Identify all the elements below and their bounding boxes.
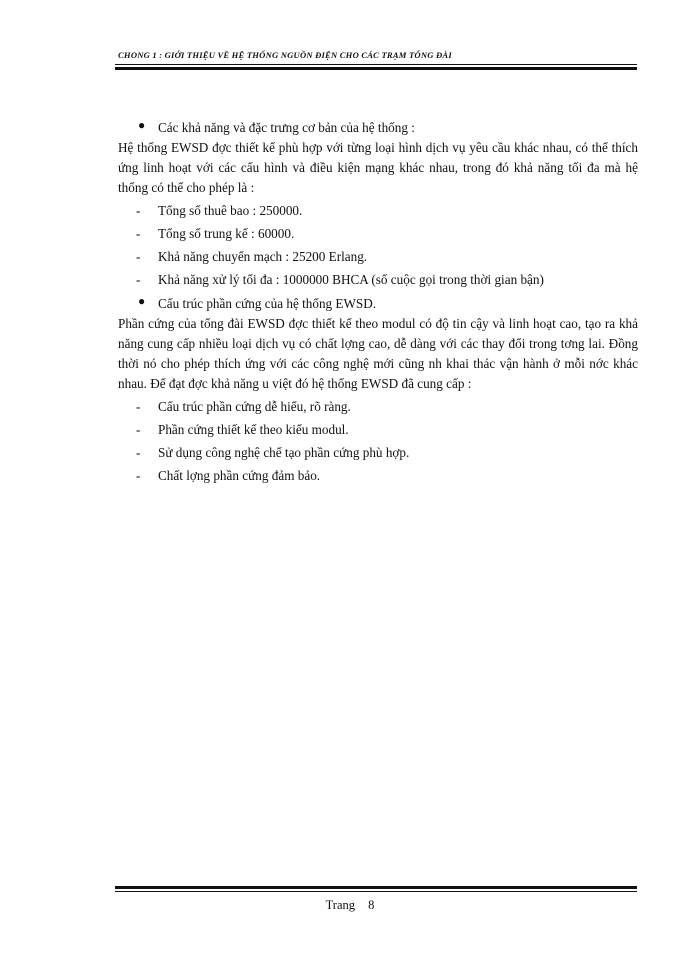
list-item-text: Sử dụng công nghệ chế tạo phần cứng phù hợp. — [158, 445, 410, 460]
dash-marker: - — [136, 445, 141, 460]
dash-marker: - — [136, 468, 141, 483]
list-item — [118, 247, 638, 267]
list-item-text: Tổng số thuê bao : 250000. — [158, 203, 303, 218]
dash-marker: - — [136, 249, 141, 264]
section-heading-hardware — [118, 294, 638, 314]
list-item-text: Khả năng chuyển mạch : 25200 Erlang. — [158, 249, 368, 264]
header-rule-thin — [115, 64, 637, 65]
section-heading-text: Cấu trúc phần cứng của hệ thống EWSD. — [158, 296, 377, 311]
page-footer — [0, 898, 700, 913]
list-item-text: Tổng số trung kế : 60000. — [158, 226, 295, 241]
page-label: Trang — [325, 898, 356, 912]
list-item — [118, 270, 638, 290]
list-item — [118, 443, 638, 463]
paragraph: Phần cứng của tổng đài EWSD đợc thiết kế theo modul có độ tin cậy và linh hoạt cao, tạo ra khả năng cung cấp nhiều loại dịch vụ có chất lợng cao, dễ dàng với các thay đổi trong tơng lai. Đồng thời nó cho phép thích ứng với các công nghệ mới cũng nh khai thác vận hành ở mỗi nớc khác nhau. Để đạt đợc khả năng u việt đó hệ thống EWSD đã cung cấp : — [118, 316, 638, 391]
list-item — [118, 224, 638, 244]
section-heading-capabilities — [118, 118, 638, 138]
page-number: 8 — [368, 898, 375, 912]
dash-marker: - — [136, 399, 141, 414]
paragraph: Hệ thống EWSD đợc thiết kế phù hợp với từng loại hình dịch vụ yêu cầu khác nhau, có thể thích ứng linh hoạt với các cấu hình và điều kiện mạng khác nhau, trong đó khả năng tối đa mà hệ thống có thể cho phép là : — [118, 140, 638, 195]
list-item — [118, 466, 638, 486]
document-body — [118, 118, 638, 486]
list-item-text: Cấu trúc phần cứng dễ hiểu, rõ ràng. — [158, 399, 351, 414]
list-item-text: Khả năng xử lý tối đa : 1000000 BHCA (số cuộc gọi trong thời gian bận) — [158, 272, 544, 287]
section-heading-text: Các khả năng và đặc trưng cơ bản của hệ thống : — [158, 120, 415, 135]
dash-marker: - — [136, 422, 141, 437]
footer-rule-thick — [115, 886, 637, 889]
list-item — [118, 420, 638, 440]
header-rule-thick — [115, 67, 637, 70]
list-item — [118, 397, 638, 417]
bullet-icon: ● — [138, 294, 146, 308]
bullet-icon: ● — [138, 118, 146, 132]
page-header-title: CHONG 1 : GIỚI THIỆU VỀ HỆ THỐNG NGUỒN ĐIỆN CHO CÁC TRẠM TỔNG ĐÀI — [118, 50, 452, 60]
footer-rule-thin — [115, 891, 637, 892]
dash-marker: - — [136, 272, 141, 287]
list-item — [118, 201, 638, 221]
dash-marker: - — [136, 226, 141, 241]
dash-marker: - — [136, 203, 141, 218]
list-item-text: Phần cứng thiết kế theo kiểu modul. — [158, 422, 349, 437]
list-item-text: Chất lợng phần cứng đảm bảo. — [158, 468, 321, 483]
